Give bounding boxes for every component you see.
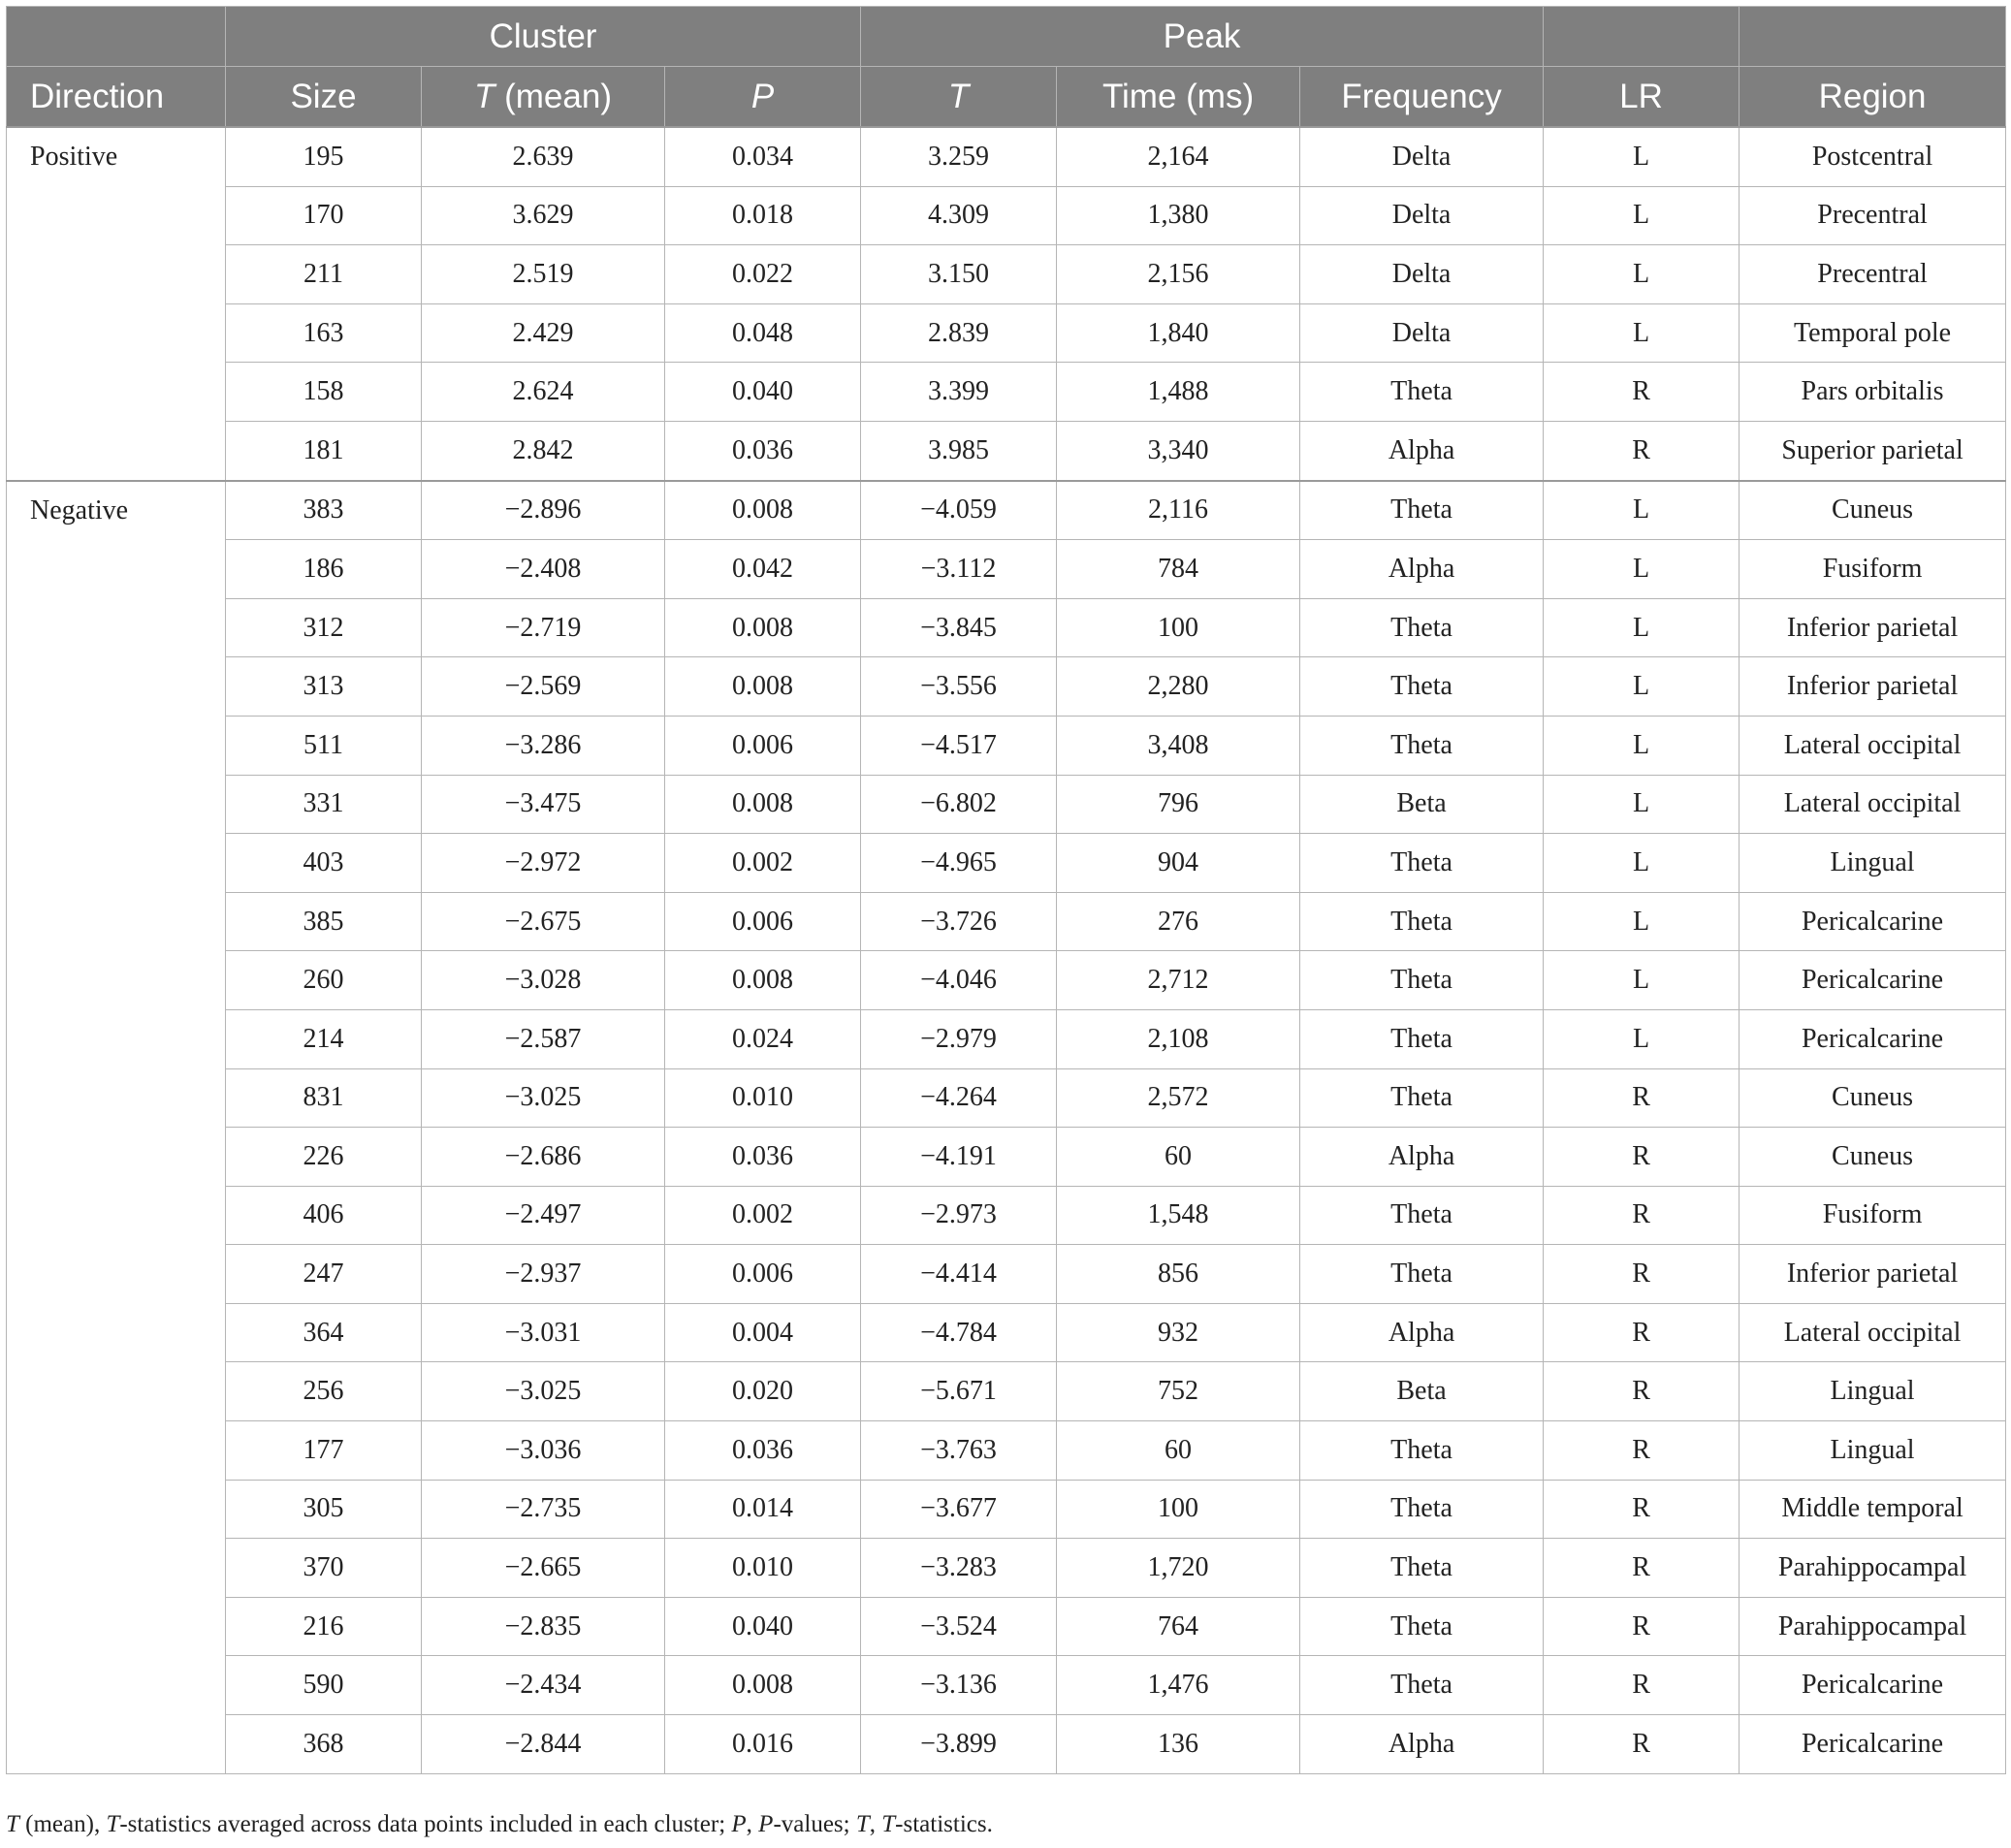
cell-lr: R [1544,1597,1740,1656]
cell-frequency: Theta [1300,1597,1544,1656]
cell-size: 177 [226,1421,422,1481]
cell-region: Pars orbitalis [1740,363,2006,422]
cell-lr: R [1544,1303,1740,1362]
footnote-part: T [855,1811,870,1837]
cell-p: 0.006 [665,1245,861,1304]
cell-frequency: Theta [1300,716,1544,775]
table-row [7,892,2006,951]
empty-header-cell [7,7,226,67]
t-symbol: T [947,77,970,115]
cell-size: 331 [226,775,422,834]
cell-p: 0.014 [665,1480,861,1539]
cell-lr: R [1544,1656,1740,1715]
direction-cell: Positive [7,127,226,481]
cell-lr: L [1544,951,1740,1010]
table-row [7,1421,2006,1481]
cell-time: 932 [1057,1303,1300,1362]
cell-t-mean: 2.639 [422,127,665,186]
cell-t-mean: −3.025 [422,1362,665,1421]
table-row [7,1539,2006,1598]
table-row [7,1186,2006,1245]
cell-time: 1,840 [1057,303,1300,363]
column-header-time: Time (ms) [1057,67,1300,128]
cell-peak-t: −3.112 [861,540,1057,599]
cell-t-mean: −2.735 [422,1480,665,1539]
cell-t-mean: −2.972 [422,834,665,893]
cell-p: 0.008 [665,951,861,1010]
cell-t-mean: −2.665 [422,1539,665,1598]
cell-peak-t: 3.985 [861,421,1057,480]
cell-t-mean: −3.036 [422,1421,665,1481]
cell-t-mean: −3.286 [422,716,665,775]
cell-peak-t: −2.979 [861,1009,1057,1068]
cell-time: 1,476 [1057,1656,1300,1715]
footnote-part: -values; [773,1811,856,1837]
cell-frequency: Alpha [1300,540,1544,599]
cell-size: 195 [226,127,422,186]
cell-peak-t: 3.259 [861,127,1057,186]
cell-region: Lateral occipital [1740,1303,2006,1362]
t-mean-symbol: T [474,77,495,115]
empty-header-cell [1544,7,1740,67]
cell-size: 256 [226,1362,422,1421]
cell-time: 60 [1057,1421,1300,1481]
cell-frequency: Theta [1300,834,1544,893]
table-row [7,363,2006,422]
cell-time: 2,572 [1057,1068,1300,1128]
cell-t-mean: −2.675 [422,892,665,951]
cell-peak-t: −3.726 [861,892,1057,951]
cell-frequency: Alpha [1300,421,1544,480]
cell-size: 163 [226,303,422,363]
cell-frequency: Theta [1300,951,1544,1010]
cell-region: Lingual [1740,834,2006,893]
cell-peak-t: −4.046 [861,951,1057,1010]
cell-peak-t: −4.965 [861,834,1057,893]
table-row [7,1245,2006,1304]
cell-p: 0.002 [665,834,861,893]
cell-peak-t: −3.763 [861,1421,1057,1481]
cell-region: Fusiform [1740,1186,2006,1245]
table-row [7,1128,2006,1187]
cell-lr: L [1544,1009,1740,1068]
cell-lr: L [1544,245,1740,304]
cell-t-mean: −2.497 [422,1186,665,1245]
cell-t-mean: −2.587 [422,1009,665,1068]
cell-frequency: Delta [1300,303,1544,363]
table-row [7,951,2006,1010]
cell-time: 60 [1057,1128,1300,1187]
cell-p: 0.010 [665,1068,861,1128]
cell-lr: L [1544,186,1740,245]
group-header-row [7,7,2006,67]
table-row [7,1656,2006,1715]
cell-time: 2,156 [1057,245,1300,304]
footnote-part: , [746,1811,759,1837]
cell-frequency: Theta [1300,657,1544,717]
cell-region: Pericalcarine [1740,1656,2006,1715]
cell-p: 0.004 [665,1303,861,1362]
cell-lr: L [1544,892,1740,951]
cell-peak-t: −4.517 [861,716,1057,775]
cell-lr: R [1544,1068,1740,1128]
cell-p: 0.006 [665,892,861,951]
cell-t-mean: 2.624 [422,363,665,422]
column-header-t-mean [422,67,665,128]
cell-lr: L [1544,716,1740,775]
footnote-part: P [731,1811,747,1837]
cell-p: 0.018 [665,186,861,245]
cell-size: 406 [226,1186,422,1245]
cell-size: 260 [226,951,422,1010]
cell-size: 831 [226,1068,422,1128]
table-footnote [6,1811,993,1838]
cell-p: 0.040 [665,1597,861,1656]
cell-region: Temporal pole [1740,303,2006,363]
cell-t-mean: −2.719 [422,598,665,657]
cell-lr: R [1544,1186,1740,1245]
cell-size: 170 [226,186,422,245]
cell-frequency: Beta [1300,775,1544,834]
cell-p: 0.036 [665,421,861,480]
cell-frequency: Alpha [1300,1128,1544,1187]
cell-lr: R [1544,1421,1740,1481]
cell-region: Lingual [1740,1421,2006,1481]
column-header-size: Size [226,67,422,128]
cell-time: 856 [1057,1245,1300,1304]
cluster-group-header: Cluster [226,7,861,67]
cell-t-mean: 2.842 [422,421,665,480]
cell-lr: R [1544,1480,1740,1539]
footnote-part: -statistics. [895,1811,993,1837]
table-row [7,834,2006,893]
cell-region: Parahippocampal [1740,1539,2006,1598]
cell-t-mean: 2.429 [422,303,665,363]
cell-time: 904 [1057,834,1300,893]
cell-size: 158 [226,363,422,422]
cell-frequency: Alpha [1300,1303,1544,1362]
cell-peak-t: −3.677 [861,1480,1057,1539]
cell-t-mean: −3.475 [422,775,665,834]
footnote-part: P [758,1811,774,1837]
footnote-part: , [869,1811,882,1837]
cell-region: Lateral occipital [1740,716,2006,775]
cell-t-mean: 2.519 [422,245,665,304]
cell-time: 764 [1057,1597,1300,1656]
cell-size: 370 [226,1539,422,1598]
cell-p: 0.040 [665,363,861,422]
cell-lr: L [1544,481,1740,540]
cell-time: 3,408 [1057,716,1300,775]
cell-t-mean: −2.408 [422,540,665,599]
footnote-part: T [6,1811,19,1837]
cell-peak-t: −3.136 [861,1656,1057,1715]
cell-region: Pericalcarine [1740,892,2006,951]
cell-frequency: Theta [1300,598,1544,657]
column-header-direction: Direction [7,67,226,128]
cell-region: Pericalcarine [1740,951,2006,1010]
cell-time: 136 [1057,1715,1300,1774]
cell-lr: R [1544,1539,1740,1598]
cell-lr: L [1544,540,1740,599]
cell-time: 1,488 [1057,363,1300,422]
cell-region: Lingual [1740,1362,2006,1421]
cell-t-mean: −3.031 [422,1303,665,1362]
cell-t-mean: −2.937 [422,1245,665,1304]
table-row [7,1362,2006,1421]
footnote-part: -statistics averaged across data points included in each cluster; [119,1811,732,1837]
cell-region: Middle temporal [1740,1480,2006,1539]
cell-time: 100 [1057,1480,1300,1539]
cell-size: 214 [226,1009,422,1068]
cell-frequency: Theta [1300,363,1544,422]
cell-p: 0.016 [665,1715,861,1774]
cell-region: Superior parietal [1740,421,2006,480]
table-row [7,303,2006,363]
cell-region: Cuneus [1740,1128,2006,1187]
table-row [7,1715,2006,1774]
cell-frequency: Theta [1300,1068,1544,1128]
cell-time: 796 [1057,775,1300,834]
cell-t-mean: −2.844 [422,1715,665,1774]
cell-size: 385 [226,892,422,951]
table-row [7,716,2006,775]
cell-size: 226 [226,1128,422,1187]
cell-lr: R [1544,363,1740,422]
cell-lr: R [1544,1715,1740,1774]
cell-region: Inferior parietal [1740,1245,2006,1304]
cell-peak-t: −5.671 [861,1362,1057,1421]
cell-p: 0.036 [665,1128,861,1187]
cell-t-mean: −3.025 [422,1068,665,1128]
cell-time: 784 [1057,540,1300,599]
cell-frequency: Theta [1300,1539,1544,1598]
cell-time: 2,116 [1057,481,1300,540]
cell-peak-t: −4.059 [861,481,1057,540]
cell-size: 305 [226,1480,422,1539]
table-row [7,421,2006,480]
cell-lr: L [1544,127,1740,186]
footnote-part: (mean), [18,1811,107,1837]
cell-p: 0.042 [665,540,861,599]
cell-size: 368 [226,1715,422,1774]
table-row [7,186,2006,245]
cell-size: 403 [226,834,422,893]
cell-region: Inferior parietal [1740,657,2006,717]
cell-region: Inferior parietal [1740,598,2006,657]
cell-size: 216 [226,1597,422,1656]
cell-lr: R [1544,1362,1740,1421]
cell-region: Cuneus [1740,1068,2006,1128]
cell-t-mean: −2.434 [422,1656,665,1715]
peak-group-header: Peak [861,7,1544,67]
cell-lr: L [1544,303,1740,363]
cell-peak-t: −4.264 [861,1068,1057,1128]
cell-size: 364 [226,1303,422,1362]
table-row [7,1068,2006,1128]
cell-time: 752 [1057,1362,1300,1421]
cell-p: 0.036 [665,1421,861,1481]
cell-region: Cuneus [1740,481,2006,540]
cell-time: 2,108 [1057,1009,1300,1068]
cell-time: 2,164 [1057,127,1300,186]
cell-size: 211 [226,245,422,304]
table-body [7,127,2006,1773]
cell-peak-t: −3.845 [861,598,1057,657]
cell-time: 1,380 [1057,186,1300,245]
column-header-p [665,67,861,128]
cell-p: 0.034 [665,127,861,186]
cell-p: 0.008 [665,598,861,657]
results-table-container [6,6,2005,1774]
cell-size: 181 [226,421,422,480]
table-row [7,481,2006,540]
cell-region: Precentral [1740,186,2006,245]
cell-peak-t: −4.414 [861,1245,1057,1304]
cell-peak-t: −4.784 [861,1303,1057,1362]
cell-peak-t: 3.150 [861,245,1057,304]
cell-frequency: Alpha [1300,1715,1544,1774]
table-row [7,1009,2006,1068]
table-row [7,775,2006,834]
p-symbol: P [750,77,775,115]
table-row [7,657,2006,717]
cell-region: Fusiform [1740,540,2006,599]
column-header-region: Region [1740,67,2006,128]
cell-p: 0.024 [665,1009,861,1068]
cell-peak-t: 2.839 [861,303,1057,363]
footnote-part: T [881,1811,896,1837]
cell-region: Lateral occipital [1740,775,2006,834]
cell-frequency: Theta [1300,1656,1544,1715]
cell-time: 2,712 [1057,951,1300,1010]
cell-size: 383 [226,481,422,540]
table-row [7,598,2006,657]
cell-p: 0.006 [665,716,861,775]
t-mean-suffix: (mean) [495,77,612,115]
cluster-results-table [6,6,2006,1774]
cell-frequency: Theta [1300,1245,1544,1304]
column-header-lr: LR [1544,67,1740,128]
cell-lr: L [1544,657,1740,717]
cell-size: 186 [226,540,422,599]
cell-t-mean: −2.896 [422,481,665,540]
cell-region: Postcentral [1740,127,2006,186]
cell-frequency: Theta [1300,892,1544,951]
table-header [7,7,2006,128]
cell-peak-t: −3.524 [861,1597,1057,1656]
direction-cell: Negative [7,481,226,1774]
cell-p: 0.008 [665,775,861,834]
footnote-part: T [106,1811,120,1837]
cell-time: 100 [1057,598,1300,657]
column-header-t [861,67,1057,128]
cell-lr: L [1544,598,1740,657]
cell-time: 276 [1057,892,1300,951]
cell-size: 313 [226,657,422,717]
cell-t-mean: −3.028 [422,951,665,1010]
column-header-row [7,67,2006,128]
cell-p: 0.008 [665,657,861,717]
cell-peak-t: 4.309 [861,186,1057,245]
cell-peak-t: −3.899 [861,1715,1057,1774]
cell-region: Parahippocampal [1740,1597,2006,1656]
cell-p: 0.008 [665,1656,861,1715]
cell-time: 1,720 [1057,1539,1300,1598]
cell-size: 247 [226,1245,422,1304]
table-row [7,245,2006,304]
cell-peak-t: −3.283 [861,1539,1057,1598]
cell-frequency: Theta [1300,1480,1544,1539]
cell-time: 2,280 [1057,657,1300,717]
cell-t-mean: −2.569 [422,657,665,717]
cell-lr: R [1544,1245,1740,1304]
cell-lr: R [1544,421,1740,480]
cell-p: 0.002 [665,1186,861,1245]
table-row [7,1597,2006,1656]
cell-size: 590 [226,1656,422,1715]
cell-frequency: Theta [1300,1186,1544,1245]
cell-p: 0.008 [665,481,861,540]
cell-frequency: Delta [1300,186,1544,245]
cell-region: Pericalcarine [1740,1715,2006,1774]
cell-peak-t: −4.191 [861,1128,1057,1187]
cell-peak-t: 3.399 [861,363,1057,422]
cell-t-mean: −2.835 [422,1597,665,1656]
cell-lr: L [1544,775,1740,834]
cell-lr: L [1544,834,1740,893]
cell-t-mean: −2.686 [422,1128,665,1187]
table-row [7,1480,2006,1539]
cell-time: 3,340 [1057,421,1300,480]
table-row [7,540,2006,599]
cell-peak-t: −6.802 [861,775,1057,834]
column-header-frequency: Frequency [1300,67,1544,128]
cell-frequency: Delta [1300,127,1544,186]
cell-time: 1,548 [1057,1186,1300,1245]
cell-region: Precentral [1740,245,2006,304]
cell-p: 0.010 [665,1539,861,1598]
cell-frequency: Beta [1300,1362,1544,1421]
cell-p: 0.048 [665,303,861,363]
cell-frequency: Theta [1300,1009,1544,1068]
cell-p: 0.022 [665,245,861,304]
table-row [7,1303,2006,1362]
cell-size: 312 [226,598,422,657]
empty-header-cell [1740,7,2006,67]
cell-region: Pericalcarine [1740,1009,2006,1068]
cell-lr: R [1544,1128,1740,1187]
cell-peak-t: −2.973 [861,1186,1057,1245]
cell-frequency: Theta [1300,1421,1544,1481]
cell-frequency: Theta [1300,481,1544,540]
cell-frequency: Delta [1300,245,1544,304]
table-row [7,127,2006,186]
cell-t-mean: 3.629 [422,186,665,245]
cell-peak-t: −3.556 [861,657,1057,717]
cell-size: 511 [226,716,422,775]
cell-p: 0.020 [665,1362,861,1421]
